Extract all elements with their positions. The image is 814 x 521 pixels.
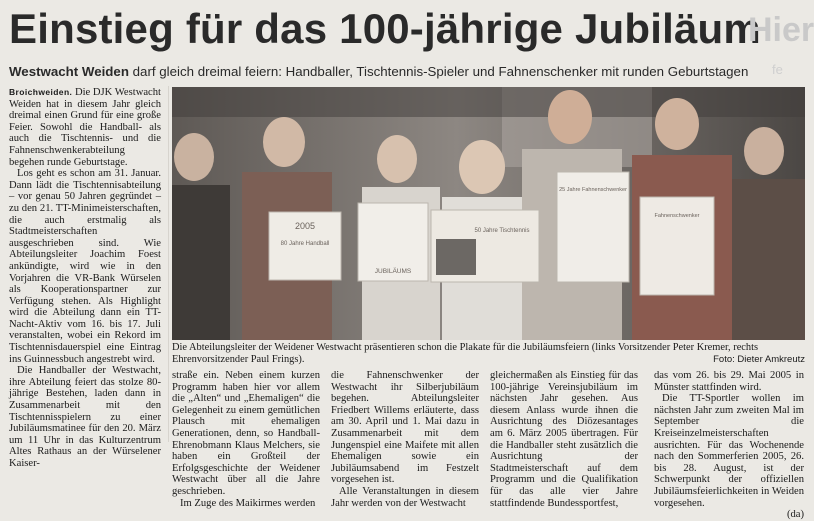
article-column-4 <box>490 370 638 509</box>
intro-paragraph <box>9 87 161 168</box>
poster-title: Fahnenschwenker <box>654 213 700 219</box>
poster <box>269 212 341 280</box>
poster-title: JUBILÄUMS <box>374 268 412 275</box>
paragraph: Die TT-Sportler wollen im nächsten Jahr zum zweiten Mal im September die Kreiseinzelmeisterschaften ausrichten. Für das Wochenende nach den Sommerferien 2005, 26. bis 28. August, ist der Schwerpunkt der offiziellen Jubiläumsfeierlichkeiten in Weiden vorgesehen. <box>654 393 804 509</box>
headline: Einstieg für das 100-jährige Jubiläum <box>9 5 761 52</box>
column-divider <box>168 86 169 442</box>
paragraph: Alle Veranstaltungen in diesem Jahr werden von der Westwacht <box>331 485 479 509</box>
subhead-lead: Westwacht Weiden <box>9 64 129 79</box>
paragraph: straße ein. Neben einem kurzen Programm haben hier vor allem die „Alten“ und „Ehemaligen“ die Gelegenheit zu einem gemütlichen Plausch mit ehemaligen Generationen, denn, so Handball-Ehrenobmann Klaus Melchers, sie haben ein Großteil der Erfolgsgeschichte der Weidener Westwacht über all die Jahre geschrieben. <box>172 370 320 497</box>
paragraph: Die Handballer der Westwacht, ihre Abteilung feiert das stolze 80-jährige Bestehen, laden dann in Zusammenarbeit mit den Tischtennisspielern zu einer Jubiläumsmatinee für den 20. März um 11 Uhr in das Kulturzentrum Altes Rathaus an der Würselener Kaiser- <box>9 365 161 469</box>
group-photo <box>172 87 805 340</box>
poster-line: 50 Jahre Tischtennis <box>474 228 530 234</box>
photo-caption <box>172 342 805 366</box>
poster <box>557 172 629 282</box>
poster <box>431 210 539 282</box>
article-column-1 <box>9 87 161 469</box>
dateline: Broichweiden. <box>9 87 73 97</box>
subheadline <box>9 64 804 82</box>
photo-illustration <box>172 87 805 340</box>
paragraph: die Fahnenschwenker der Westwacht ihr Silberjubiläum begehen. Abteilungsleiter Friedbert Willems erläuterte, dass am 30. April und 1. Mai dazu in Zusammenarbeit mit dem Jungenspiel eine Maifete mit allen Ehemaligen sowie ein Jubiläumsabend im Festzelt vorgesehen ist. <box>331 370 479 486</box>
caption-text: Die Abteilungsleiter der Weidener Westwacht präsentieren schon die Plakate für die Jubiläumsfeiern (links Vorsitzender Peter Kremer, rechts Ehrenvorsitzender Paul Frings). <box>172 342 759 365</box>
article-column-3 <box>331 370 479 509</box>
author-byline: (da) <box>786 509 804 521</box>
photo-credit: Foto: Dieter Amkreutz <box>713 354 805 365</box>
paragraph: Im Zuge des Maikirmes werden <box>180 497 316 509</box>
poster-line: 80 Jahre Handball <box>280 241 330 247</box>
intro-text: Die DJK Westwacht Weiden hat in diesem Jahr gleich dreimal einen Grund für eine große Feier. Sowohl die Handball- als auch die Tischtennis- und die Fahnenschwenkerabteilung begehen runde Geburtstage. <box>9 87 161 168</box>
paragraph: das vom 26. bis 29. Mai 2005 in Münster stattfinden wird. <box>654 370 804 393</box>
poster <box>640 197 714 295</box>
adjacent-article-subhead: fe <box>772 62 783 77</box>
subhead-rest: darf gleich dreimal feiern: Handballer, Tischtennis-Spieler und Fahnenschenker mit runden Geburtstagen <box>128 64 749 79</box>
article-column-2 <box>172 370 320 509</box>
paragraph: gleichermaßen als Einstieg für das 100-jährige Vereinsjubiläum im nächsten Jahr gesehen. Aus diesem Anlass wurde ihnen die Ausrichtung des Diözesantages am 6. März 2005 übertragen. Für die Handballer steht zusätzlich die Ausrichtung der Stadtmeisterschaft auf dem Programm und die Qualifikation für das alle vier Jahre stattfindende Bundessportfest, <box>490 370 638 509</box>
poster <box>358 203 428 281</box>
poster-title: 25 Jahre Fahnenschwenker <box>559 187 627 193</box>
paragraph: Los geht es schon am 31. Januar. Dann lädt die Tischtennisabteilung – vor genau 50 Jahren gegründet – zu den 21. TT-Minimeisterschaften, die auch erstmalig als Stadtmeisterschaften ausgeschrieben sind. Wie Abteilungsleiter Joachim Foest ankündigte, wird wie in den Vorjahren die VR-Bank Würselen als Kooperationspartner zur Verfügung stehen. Als Highlight wird die Abteilung dann ein TT-Nacht-Aktiv vom 16. bis 17. Juli veranstalten, wobei ein Rekord im Tischtennisdauerspiel eine Eintrag ins Guinnessbuch angestrebt wird. <box>9 168 161 365</box>
adjacent-article-headline: Hier <box>748 11 814 49</box>
poster-title: 2005 <box>294 221 316 231</box>
article-column-5 <box>654 370 804 521</box>
